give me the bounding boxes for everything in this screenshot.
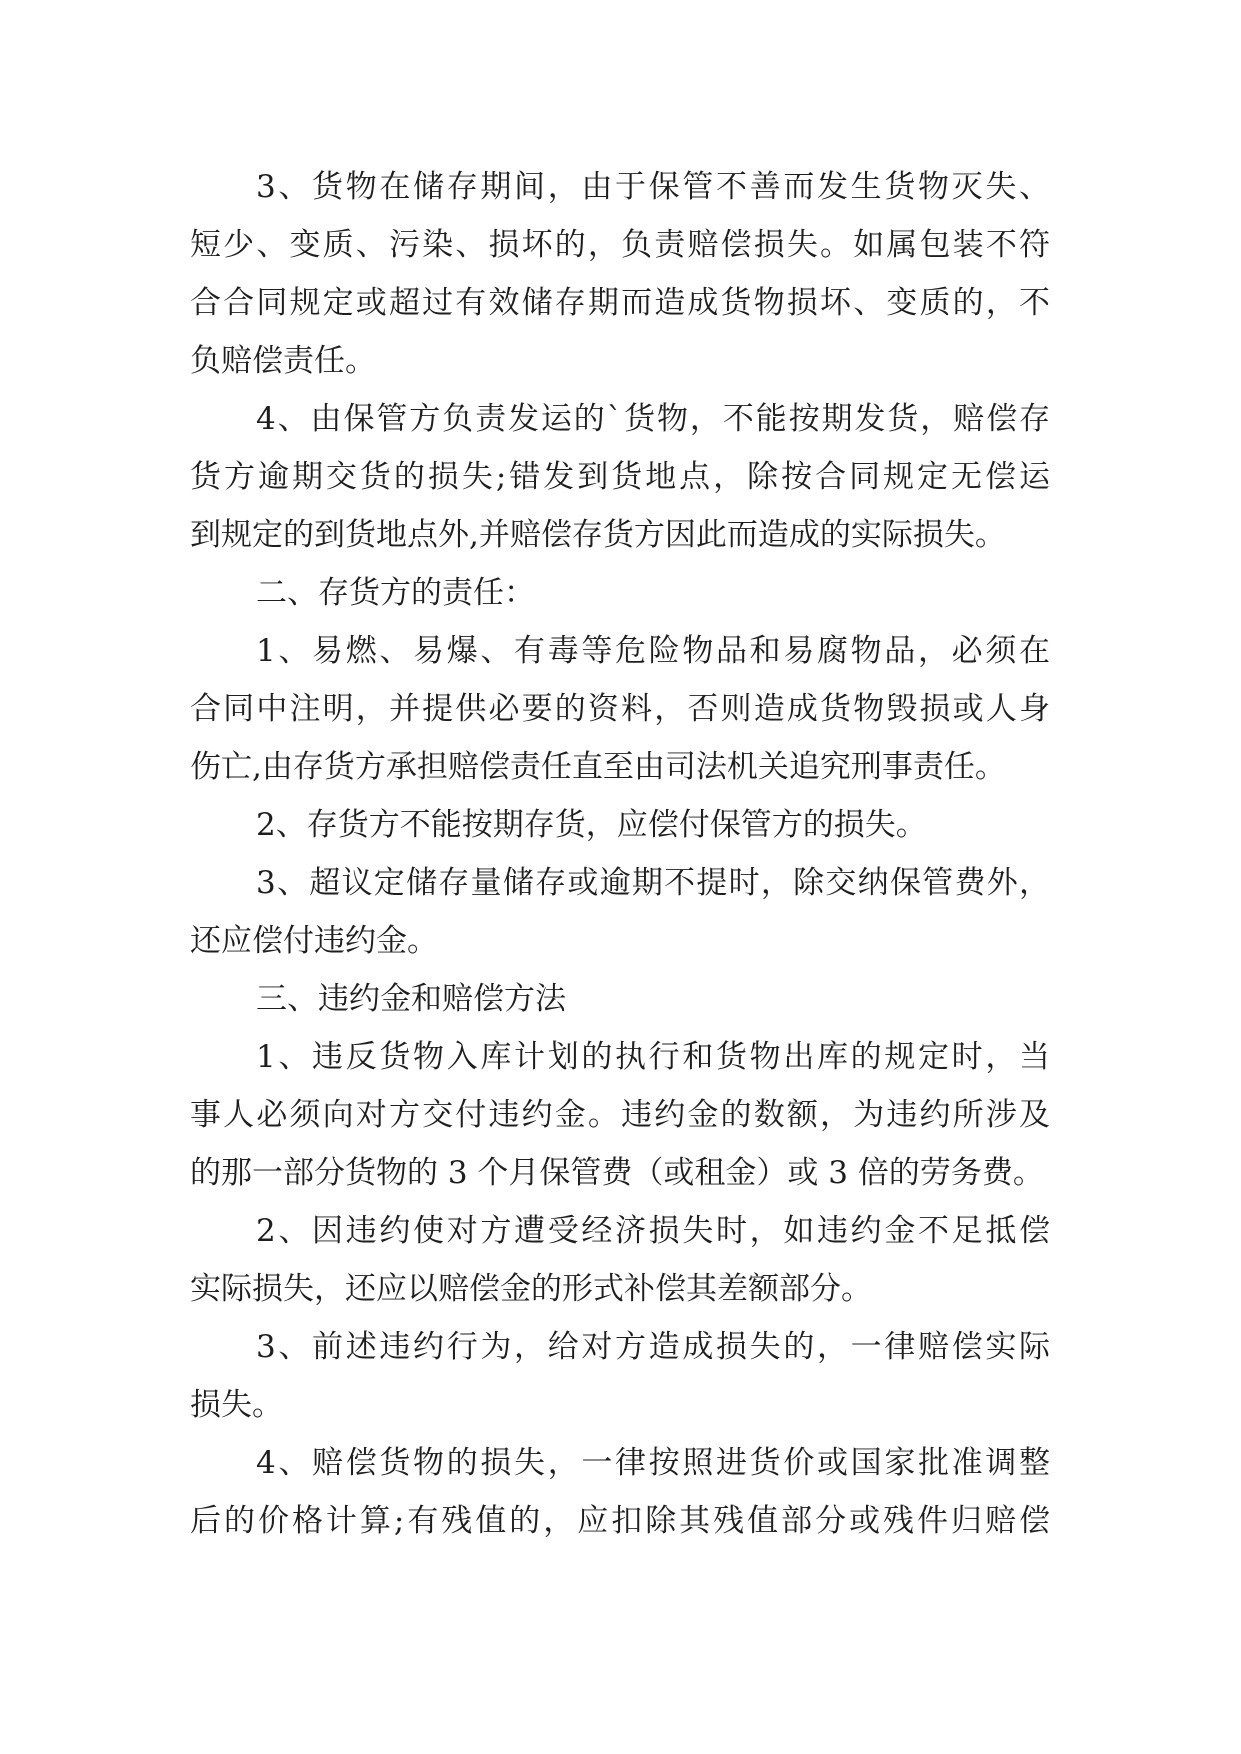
text-line: 损失。 [190, 1387, 283, 1423]
paragraph-actual-loss [190, 1318, 1050, 1434]
paragraph-penalty-amount [190, 1028, 1050, 1202]
paragraph-late-deposit [190, 796, 1050, 854]
text-line: 4、赔偿货物的损失，一律按照进货价或国家批准调整 [256, 1445, 1050, 1481]
paragraph-shipping-delay [190, 390, 1050, 564]
document-body [190, 158, 1050, 1550]
section-heading-depositor-duties [190, 564, 1050, 622]
text-line: 负赔偿责任。 [190, 343, 376, 379]
text-line: 3、前述违约行为，给对方造成损失的，一律赔偿实际 [256, 1329, 1050, 1365]
text-line: 3、超议定储存量储存或逾期不提时，除交纳保管费外， [256, 865, 1050, 901]
text-line: 短少、变质、污染、损坏的，负责赔偿损失。如属包装不符 [190, 227, 1050, 263]
text-line: 3、货物在储存期间，由于保管不善而发生货物灭失、 [256, 169, 1050, 205]
paragraph-excess-storage [190, 854, 1050, 970]
section-heading: 三、违约金和赔偿方法 [256, 981, 566, 1017]
text-line: 的那一部分货物的 3 个月保管费（或租金）或 3 倍的劳务费。 [190, 1155, 1044, 1191]
text-line: 合合同规定或超过有效储存期而造成货物损坏、变质的，不 [190, 285, 1050, 321]
text-line: 事人必须向对方交付违约金。违约金的数额，为违约所涉及 [190, 1097, 1050, 1133]
text-line: 还应偿付违约金。 [190, 923, 438, 959]
paragraph-loss-valuation [190, 1434, 1050, 1550]
paragraph-compensation [190, 1202, 1050, 1318]
text-line: 4、由保管方负责发运的`货物，不能按期发货，赔偿存 [256, 401, 1050, 437]
text-line: 2、存货方不能按期存货，应偿付保管方的损失。 [256, 807, 927, 843]
text-line: 1、易燃、易爆、有毒等危险物品和易腐物品，必须在 [256, 633, 1050, 669]
section-heading: 二、存货方的责任： [256, 575, 535, 611]
text-line: 实际损失，还应以赔偿金的形式补偿其差额部分。 [190, 1271, 872, 1307]
text-line: 合同中注明，并提供必要的资料，否则造成货物毁损或人身 [190, 691, 1050, 727]
section-heading-penalties [190, 970, 1050, 1028]
text-line: 2、因违约使对方遭受经济损失时，如违约金不足抵偿 [256, 1213, 1050, 1249]
text-line: 后的价格计算;有残值的，应扣除其残值部分或残件归赔偿 [190, 1503, 1050, 1539]
text-line: 到规定的到货地点外,并赔偿存货方因此而造成的实际损失。 [190, 517, 1006, 553]
text-line: 货方逾期交货的损失;错发到货地点，除按合同规定无偿运 [190, 459, 1050, 495]
text-line: 1、违反货物入库计划的执行和货物出库的规定时，当 [256, 1039, 1050, 1075]
text-line: 伤亡,由存货方承担赔偿责任直至由司法机关追究刑事责任。 [190, 749, 1006, 785]
paragraph-storage-loss [190, 158, 1050, 390]
paragraph-hazardous-goods [190, 622, 1050, 796]
